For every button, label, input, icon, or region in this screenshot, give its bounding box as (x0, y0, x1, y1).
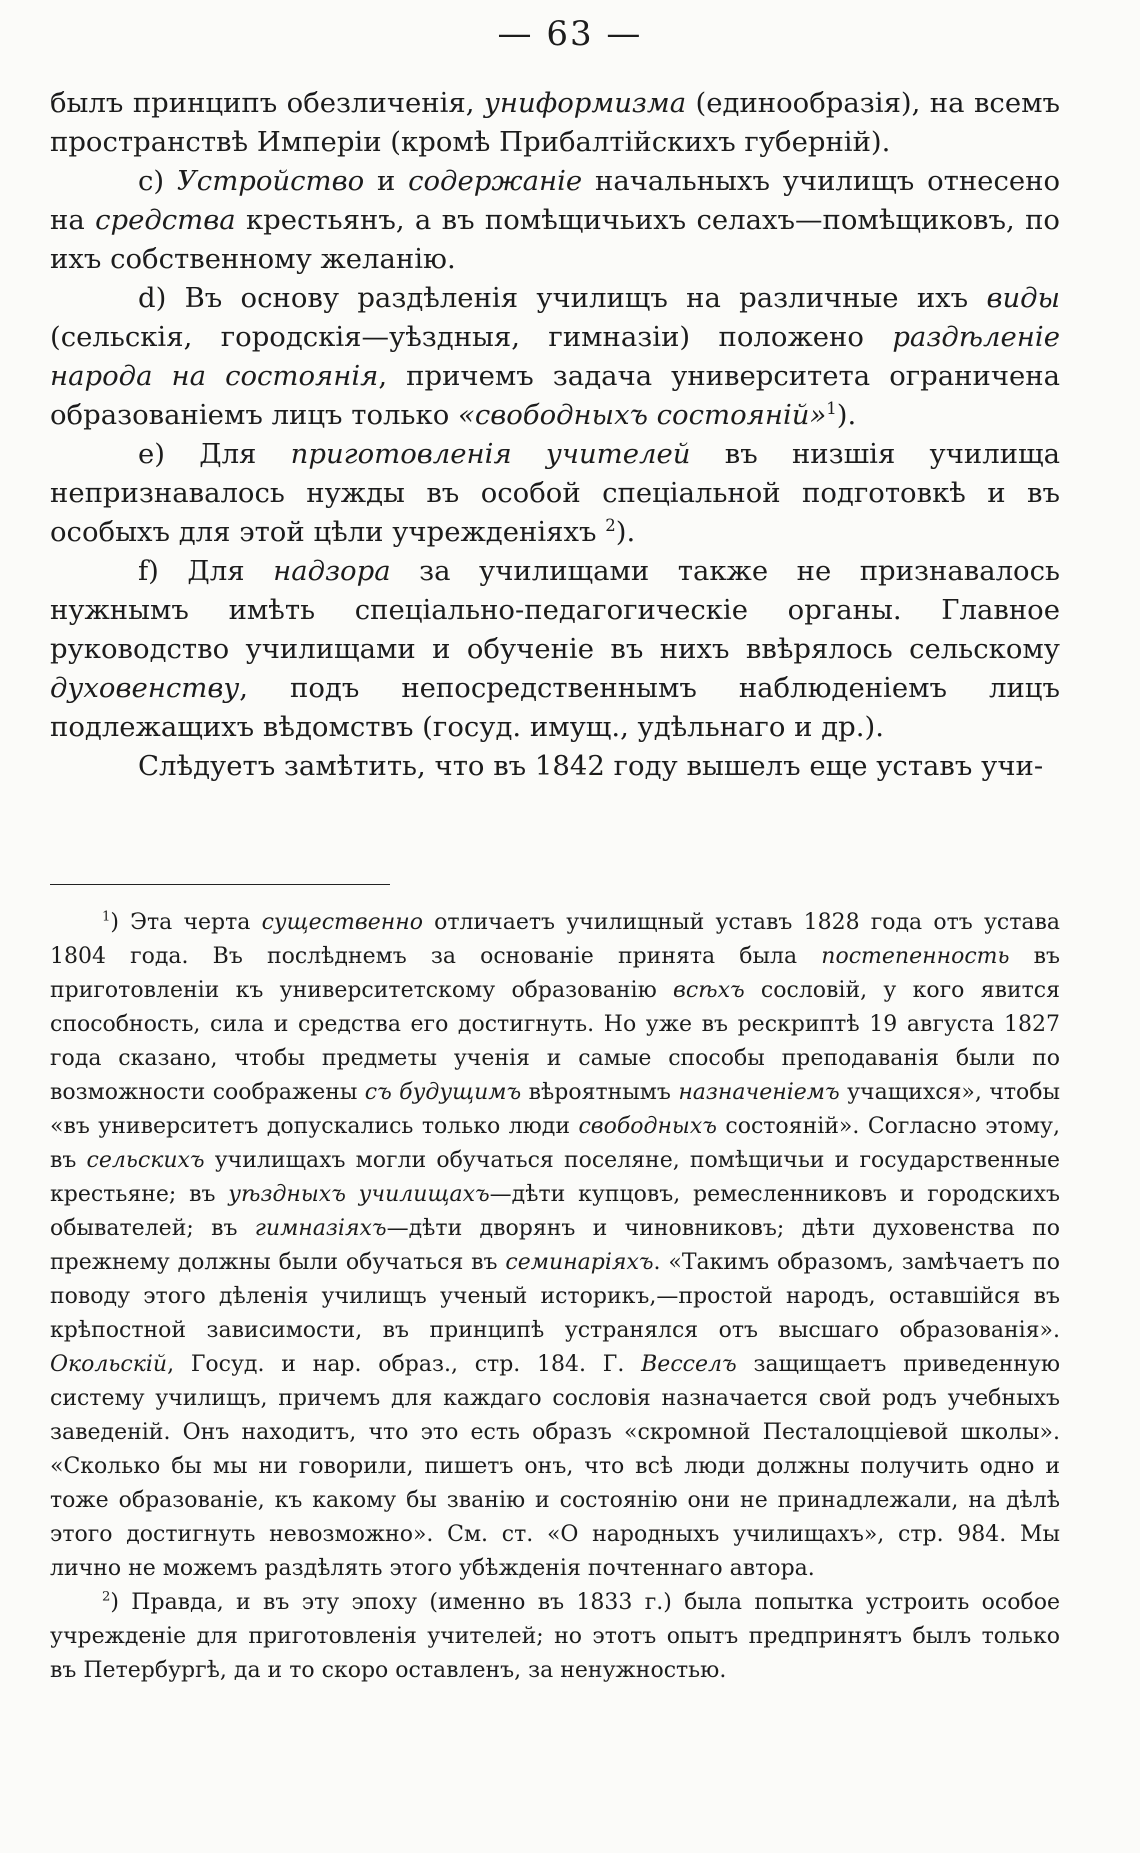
paragraph-closing: Слѣдуетъ замѣтить, что въ 1842 году вышелъ еще уставъ учи- (138, 750, 1044, 782)
paragraph-1: былъ принципъ обезличенія, униформизма (единообразія), на всемъ пространствѣ Имперіи (кромѣ Прибалтійскихъ губерній). (50, 87, 1060, 158)
paragraph-f-supervision: f) Для надзора за училищами также не признавалось нужнымъ имѣть спеціально-педагогическіе органы. Главное руководство училищами и обученіе въ нихъ ввѣрялось сельскому духовенству, подъ непосредственнымъ наблюденіемъ лицъ подлежащихъ вѣдомствъ (госуд. имущ., удѣльнаго и др.). (50, 555, 1060, 743)
paragraph-c-funding: c) Устройство и содержаніе начальныхъ училищъ отнесено на средства крестьянъ, а въ помѣщичьихъ селахъ—помѣщиковъ, по ихъ собственному желанію. (50, 165, 1061, 275)
main-text (50, 84, 1060, 786)
paragraph-e-teachers: e) Для приготовленія учителей въ низшія училища непризнавалось нужды въ особой спеціальной подготовкѣ и въ особыхъ для этой цѣли учрежденіяхъ $^2$). (50, 438, 1060, 548)
footnote-mark-1: 1 (102, 909, 111, 925)
footnote-ref-2: 2 (605, 515, 616, 535)
page-number: — 63 — (497, 14, 643, 54)
footnote-1: $^1$) Эта черта существенно отличаетъ училищный уставъ 1828 года отъ устава 1804 года. Въ послѣднемъ за основаніе принята была постепенность въ приготовленіи къ университетскому образованію всѣхъ сословій, у кого явится способность, сила и средства его достигнуть. Но уже въ рескриптѣ 19 августа 1827 года сказано, чтобы предметы ученія и самые способы преподаванія были по возможности соображены съ будущимъ вѣроятнымъ назначеніемъ учащихся», чтобы «въ университетъ допускались только люди свободныхъ состояній». Согласно этому, въ сельскихъ училищахъ могли обучаться поселяне, помѣщичьи и государственные крестьяне; въ уѣздныхъ училищахъ—дѣти купцовъ, ремесленниковъ и городскихъ обывателей; въ гимназіяхъ—дѣти дворянъ и чиновниковъ; дѣти духовенства по прежнему должны были обучаться въ семинаріяхъ. «Такимъ образомъ, замѣчаетъ по поводу этого дѣленія училищъ ученый историкъ,—простой народъ, оставшійся въ крѣпостной зависимости, въ принципѣ устранялся отъ высшаго образованія». Окольскій, Госуд. и нар. образ., стр. 184. Г. Весселъ защищаетъ приведенную систему училищъ, причемъ для каждаго сословія назначается свой родъ учебныхъ заведеній. Онъ находитъ, что это есть образъ «скромной Песталоцціевой школы». «Сколько бы мы ни говорили, пишетъ онъ, что всѣ люди должны получить одно и тоже образованіе, къ какому бы званію и состоянію они не принадлежали, на дѣлѣ этого достигнуть невозможно». См. ст. «О народныхъ училищахъ», стр. 984. Мы лично не можемъ раздѣлять этого убѣжденія почтеннаго автора. (50, 909, 1061, 1581)
footnote-ref-1: 1 (826, 398, 837, 418)
footnote-2: $^2$) Правда, и въ эту эпоху (именно въ 1833 г.) была попытка устроить особое учрежденіе для приготовленія учителей; но этотъ опытъ предпринятъ былъ только въ Петербургѣ, да и то скоро оставленъ, за ненужностью. (50, 1589, 1060, 1683)
paragraph-d-school-types: d) Въ основу раздѣленія училищъ на различные ихъ виды (сельскія, городскія—уѣздныя, гимназіи) положено раздѣленіе народа на состоянія, причемъ задача университета ограничена образованіемъ лицъ только «свободныхъ состояній»$^1$). (50, 282, 1060, 431)
footnote-divider (50, 884, 390, 885)
footnotes (50, 906, 1060, 1688)
footnote-mark-2: 2 (102, 1589, 111, 1605)
